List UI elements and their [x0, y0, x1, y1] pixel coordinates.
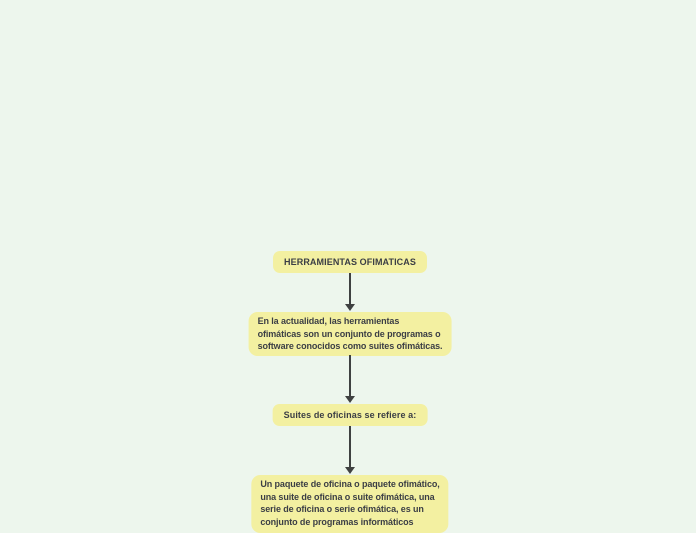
node-text-line: conjunto de programas informáticos — [260, 516, 414, 527]
connector-line — [349, 273, 351, 304]
node-herramientas-ofimaticas[interactable] — [273, 251, 427, 273]
node-suites-refiere[interactable] — [273, 404, 428, 426]
connector-root-to-intro — [344, 273, 356, 311]
connector-line — [349, 355, 351, 396]
node-text-line: En la actualidad, las herramientas — [257, 316, 400, 326]
node-text-line: una suite de oficina o suite ofimática, una — [260, 491, 435, 502]
node-text-line: software conocidos como suites ofimáticas. — [257, 341, 443, 351]
node-label: Suites de oficinas se refiere a: — [283, 410, 417, 420]
node-text-line: ofimáticas son un conjunto de programas o — [257, 328, 441, 339]
connector-suites-to-definicion — [344, 426, 356, 474]
arrowhead-down-icon — [345, 396, 355, 403]
connector-line — [349, 426, 351, 467]
node-definicion-paquete[interactable] — [251, 475, 448, 533]
node-intro-text[interactable] — [249, 312, 452, 356]
arrowhead-down-icon — [345, 467, 355, 474]
arrowhead-down-icon — [345, 304, 355, 311]
connector-intro-to-suites — [344, 355, 356, 403]
node-text-line: Un paquete de oficina o paquete ofimático, — [260, 479, 440, 489]
node-text-line: serie de oficina o serie ofimática, es un — [260, 504, 424, 514]
node-label: HERRAMIENTAS OFIMATICAS — [284, 257, 416, 267]
